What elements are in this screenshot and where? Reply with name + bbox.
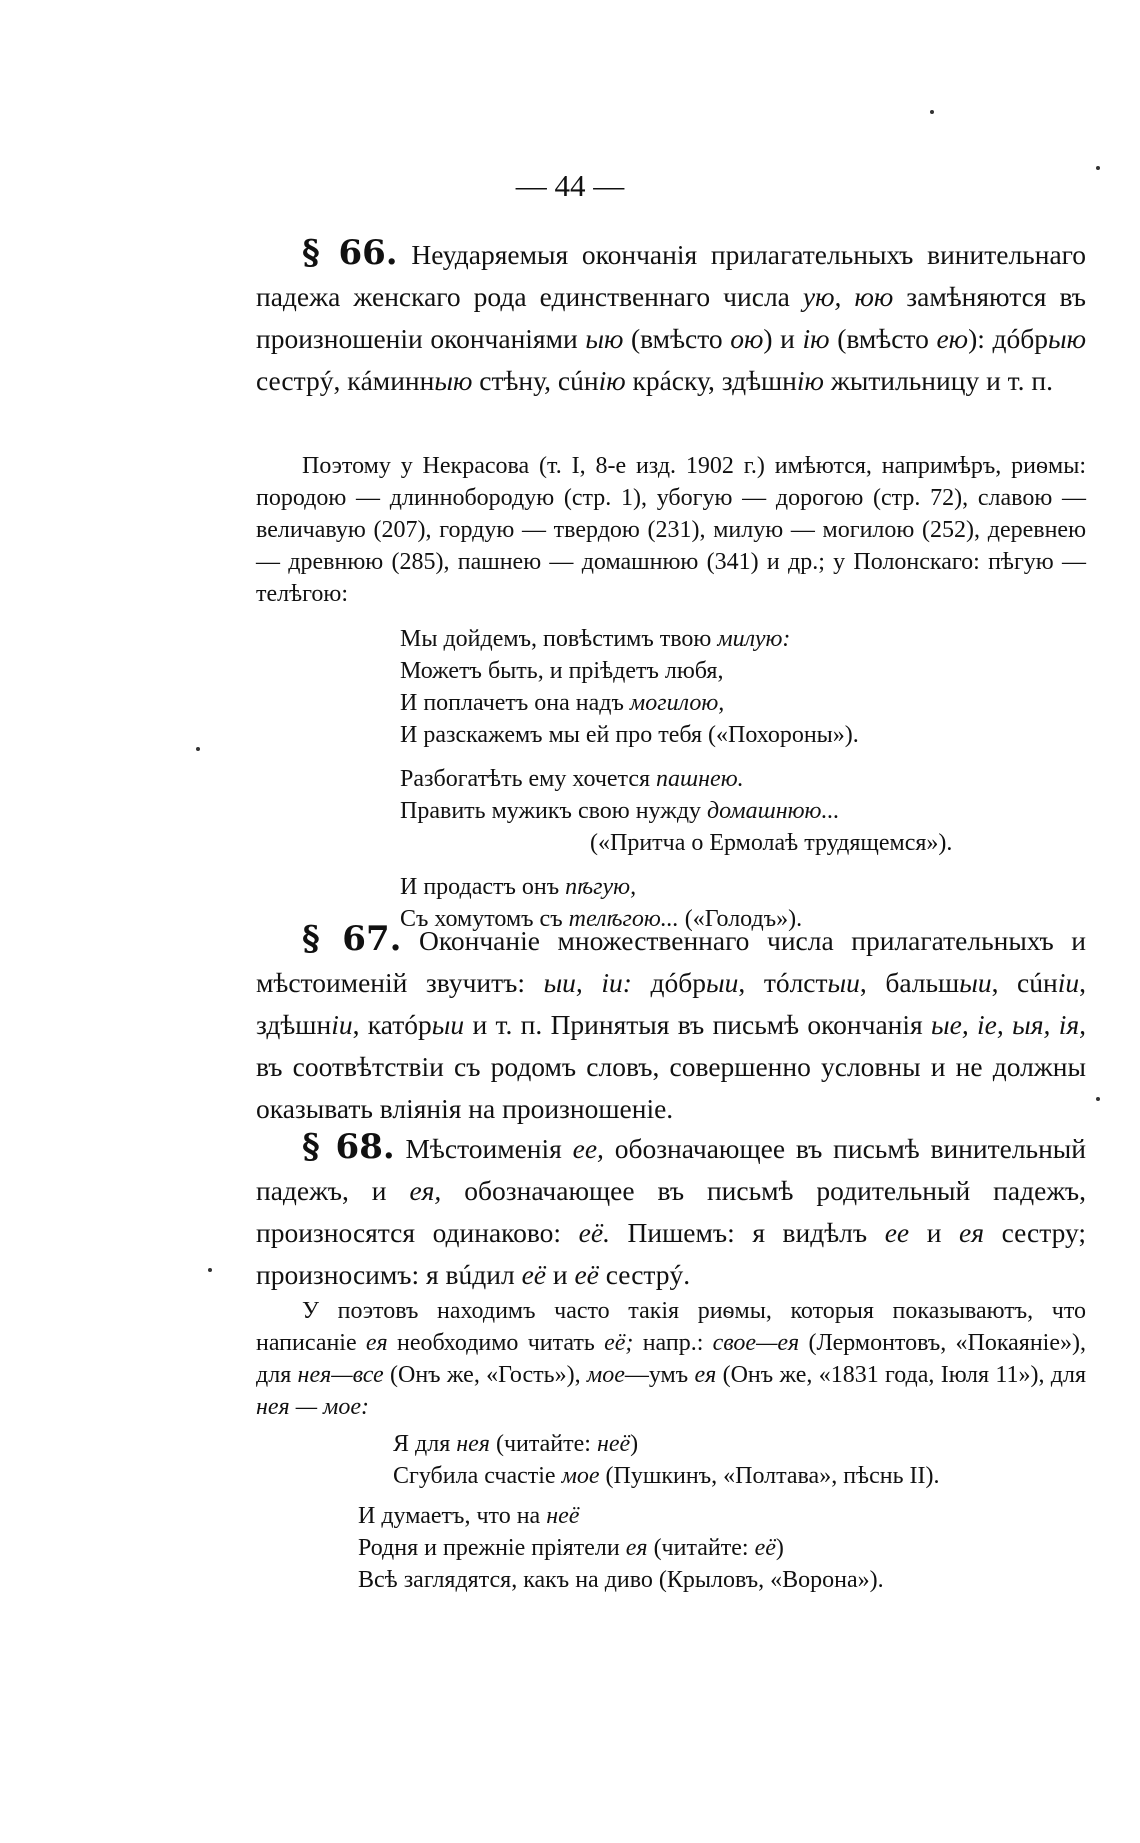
verse-block-1: [400, 623, 952, 935]
section-68-paragraph: § 68. Мѣстоименія ее, обозначающее въ письмѣ винительный падежъ, и ея, обозначающее въ письмѣ родительный падежъ, произносятся одинаково: её. Пишемъ: я видѣлъ ее и ея сестру; произносимъ: я вúдил её и её сестрý.: [256, 1127, 1087, 1290]
verse-line: Сгубила счастіе мое (Пушкинъ, «Полтава», пѣснь II).: [393, 1463, 940, 1489]
speck: [208, 1268, 212, 1272]
speck: [930, 110, 934, 114]
verse-line: Можетъ быть, и пріѣдетъ любя,: [400, 658, 724, 684]
section-mark: § 67.: [302, 919, 402, 959]
page-number: — 44 —: [515, 168, 625, 203]
verse-line: Разбогатѣть ему хочется пашнею.: [400, 766, 744, 792]
speck: [1096, 1097, 1100, 1101]
section-67-paragraph: § 67. Окончаніе множественнаго числа прилагательныхъ и мѣстоименій звучитъ: ыи, іи: дóбрыи, тóлстыи, бальшыи, сúніи, здѣшніи, катóрыи и т. п. Принятыя въ письмѣ окончанія ые, іе, ыя, ія, въ соотвѣтствіи съ родомъ словъ, совершенно условны и не должны оказывать вліянія на произношеніе.: [256, 919, 1086, 1124]
verse-line: И разскажемъ мы ей про тебя («Похороны»).: [400, 722, 859, 748]
verse-line: И думаетъ, что на неё: [358, 1503, 580, 1529]
verse-line: Всѣ заглядятся, какъ на диво (Крыловъ, «Ворона»).: [358, 1567, 884, 1593]
verse-block-3: [358, 1500, 884, 1596]
nekrasov-paragraph: Поэтому у Некрасова (т. I, 8-е изд. 1902 г.) имѣются, напримѣръ, риѳмы: породою — длиннобородую (стр. 1), убогую — дорогою (стр. 72), славою — величавую (207), гордую — твердою (231), милую — могилою (252), деревнею — древнюю (285), пашнею — домашнюю (341) и др.; у Полонскаго: пѣгую — телѣгою:: [256, 453, 1086, 607]
verse-line: Мы дойдемъ, повѣстимъ твою милую:: [400, 626, 791, 652]
poets-note: [256, 1295, 1086, 1423]
speck: [196, 747, 200, 751]
section-67: [256, 918, 1086, 1130]
section-66: [256, 232, 1086, 402]
verse-line: Съ хомутомъ съ телѣгою... («Голодъ»).: [400, 906, 803, 932]
verse-line: Править мужикъ свою нужду домашнюю...: [400, 798, 840, 824]
verse-line: Я для нея (читайте: неё): [393, 1431, 639, 1457]
verse-line: И поплачетъ она надъ могилою,: [400, 690, 725, 716]
verse-source: («Притча о Ермолаѣ трудящемся»).: [590, 830, 953, 856]
section-66-paragraph: § 66. Неударяемыя окончанія прилагательныхъ винительнаго падежа женскаго рода единственнаго числа ую, юю замѣняются въ произношеніи окончаніями ыю (вмѣсто ою) и ію (вмѣсто ею): дóбрыю сестрý, кáминныю стѣну, сúнію крáску, здѣшнію жытильницу и т. п.: [256, 233, 1087, 396]
verse-line: Родня и прежніе пріятели ея (читайте: её): [358, 1535, 784, 1561]
verse-line: И продастъ онъ пѣгую,: [400, 874, 637, 900]
poets-paragraph: У поэтовъ находимъ часто такія риѳмы, которыя показываютъ, что написаніе ея необходимо читать её; напр.: свое—ея (Лермонтовъ, «Покаяніе»), для нея—все (Онъ же, «Гость»), мое—умъ ея (Онъ же, «1831 года, Іюля 11»), для нея — мое:: [256, 1298, 1087, 1420]
verse-block-2: [393, 1428, 940, 1492]
nekrasov-note: [256, 450, 1086, 610]
section-68: [256, 1126, 1086, 1296]
section-mark: § 66.: [302, 233, 398, 273]
section-mark: § 68.: [302, 1127, 395, 1167]
